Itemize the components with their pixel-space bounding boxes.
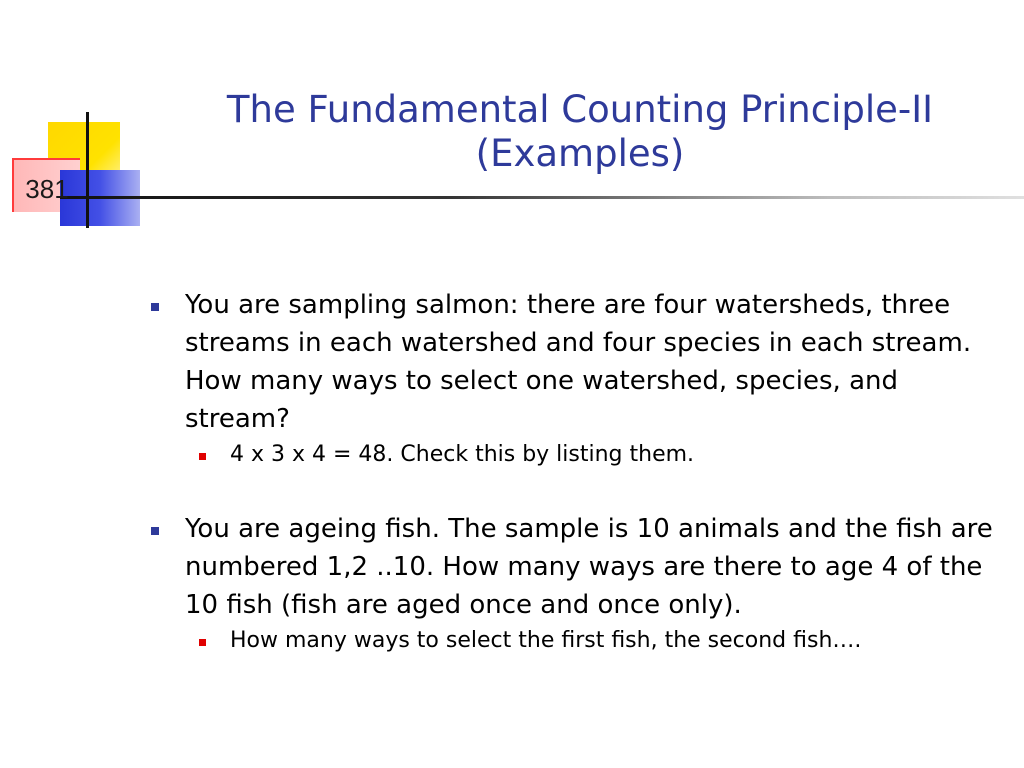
sub-bullet-item [196, 438, 1000, 472]
logo-vertical-line [86, 112, 89, 228]
bullet-text: You are ageing fish. The sample is 10 animals and the fish are numbered 1,2 ..10. How many ways are there to age 4 of the 10 fish (fish are aged once and once only). [185, 514, 993, 620]
slide-number: 381 [25, 174, 69, 204]
sub-bullet-text: How many ways to select the first fish, the second fish…. [230, 628, 862, 653]
bullet-item [150, 510, 1000, 624]
square-bullet-icon [151, 303, 159, 311]
title-underline [60, 196, 1024, 199]
slide-title: The Fundamental Counting Principle-II (Examples) [226, 88, 934, 175]
sub-bullet-item [196, 624, 1000, 658]
square-bullet-icon [199, 453, 206, 460]
sub-bullet-text: 4 x 3 x 4 = 48. Check this by listing them. [230, 442, 695, 467]
bullet-item [150, 286, 1000, 438]
bullet-text: You are sampling salmon: there are four watersheds, three streams in each watershed and four species in each stream. How many ways to select one watershed, species, and stream? [185, 290, 972, 434]
slide-body [150, 286, 1000, 658]
square-bullet-icon [199, 639, 206, 646]
square-bullet-icon [151, 527, 159, 535]
